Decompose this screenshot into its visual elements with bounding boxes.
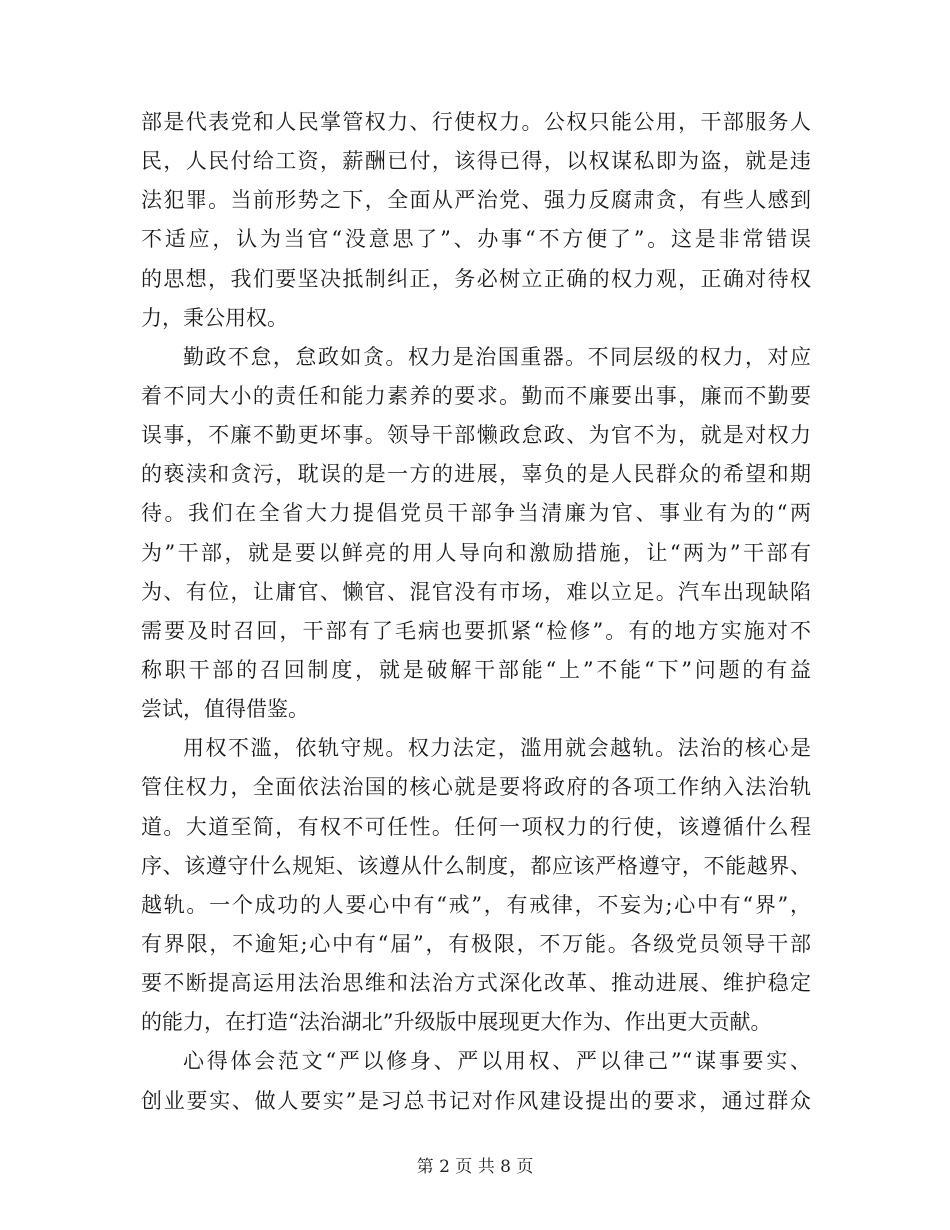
text-line: 的思想，我们要坚决抵制纠正，务必树立正确的权力观，正确对待权: [141, 266, 811, 291]
text-line: 部是代表党和人民掌管权力、行使权力。公权只能公用，干部服务人: [141, 110, 811, 134]
text-line: 待。我们在全省大力提倡党员干部争当清廉为官、事业有为的“两: [141, 501, 811, 526]
text-line: 的能力，在打造“法治湖北”升级版中展现更大作为、作出更大贡献。: [141, 1010, 772, 1035]
text-line: 法犯罪。当前形势之下，全面从严治党、强力反腐肃贪，有些人感到: [141, 188, 811, 213]
text-line: 越轨。一个成功的人要心中有“戒”，有戒律，不妄为;心中有“界”，: [141, 892, 811, 917]
page-number-footer: 第 2 页 共 8 页: [416, 1157, 534, 1177]
text-line: 民，人民付给工资，薪酬已付，该得已得，以权谋私即为盗，就是违: [141, 149, 811, 174]
paragraph-first-line: 勤政不怠，怠政如贪。权力是治国重器。不同层级的权力，对应: [183, 344, 811, 369]
text-line: 着不同大小的责任和能力素养的要求。勤而不廉要出事，廉而不勤要: [141, 383, 811, 408]
text-line: 有界限，不逾矩;心中有“届”，有极限，不万能。各级党员领导干部: [141, 931, 811, 956]
text-line: 误事，不廉不勤更坏事。领导干部懒政怠政、为官不为，就是对权力: [141, 423, 811, 448]
paragraph-first-line: 心得体会范文“严以修身、严以用权、严以律己”“谋事要实、: [183, 1049, 811, 1074]
text-line: 要不断提高运用法治思维和法治方式深化改革、推动进展、维护稳定: [141, 971, 811, 996]
text-line: 的亵渎和贪污，耽误的是一方的进展，辜负的是人民群众的希望和期: [141, 462, 811, 487]
text-line: 为、有位，让庸官、懒官、混官没有市场，难以立足。汽车出现缺陷: [141, 579, 811, 604]
text-line: 序、该遵守什么规矩、该遵从什么制度，都应该严格遵守，不能越界、: [141, 853, 811, 878]
text-line: 为”干部，就是要以鲜亮的用人导向和激励措施，让“两为”干部有: [141, 540, 811, 565]
text-line: 需要及时召回，干部有了毛病也要抓紧“检修”。有的地方实施对不: [141, 618, 811, 643]
text-line: 创业要实、做人要实”是习总书记对作风建设提出的要求，通过群众: [141, 1088, 811, 1113]
document-body: [141, 103, 811, 1121]
text-line: 尝试，值得借鉴。: [141, 697, 309, 722]
text-line: 管住权力，全面依法治国的核心就是要将政府的各项工作纳入法治轨: [141, 775, 811, 800]
paragraph-first-line: 用权不滥，依轨守规。权力法定，滥用就会越轨。法治的核心是: [183, 736, 811, 761]
text-line: 不适应，认为当官“没意思了”、办事“不方便了”。这是非常错误: [141, 227, 811, 252]
text-line: 道。大道至简，有权不可任性。任何一项权力的行使，该遵循什么程: [141, 814, 811, 839]
text-line: 称职干部的召回制度，就是破解干部能“上”不能“下”问题的有益: [141, 657, 811, 682]
text-line: 力，秉公用权。: [141, 305, 288, 330]
